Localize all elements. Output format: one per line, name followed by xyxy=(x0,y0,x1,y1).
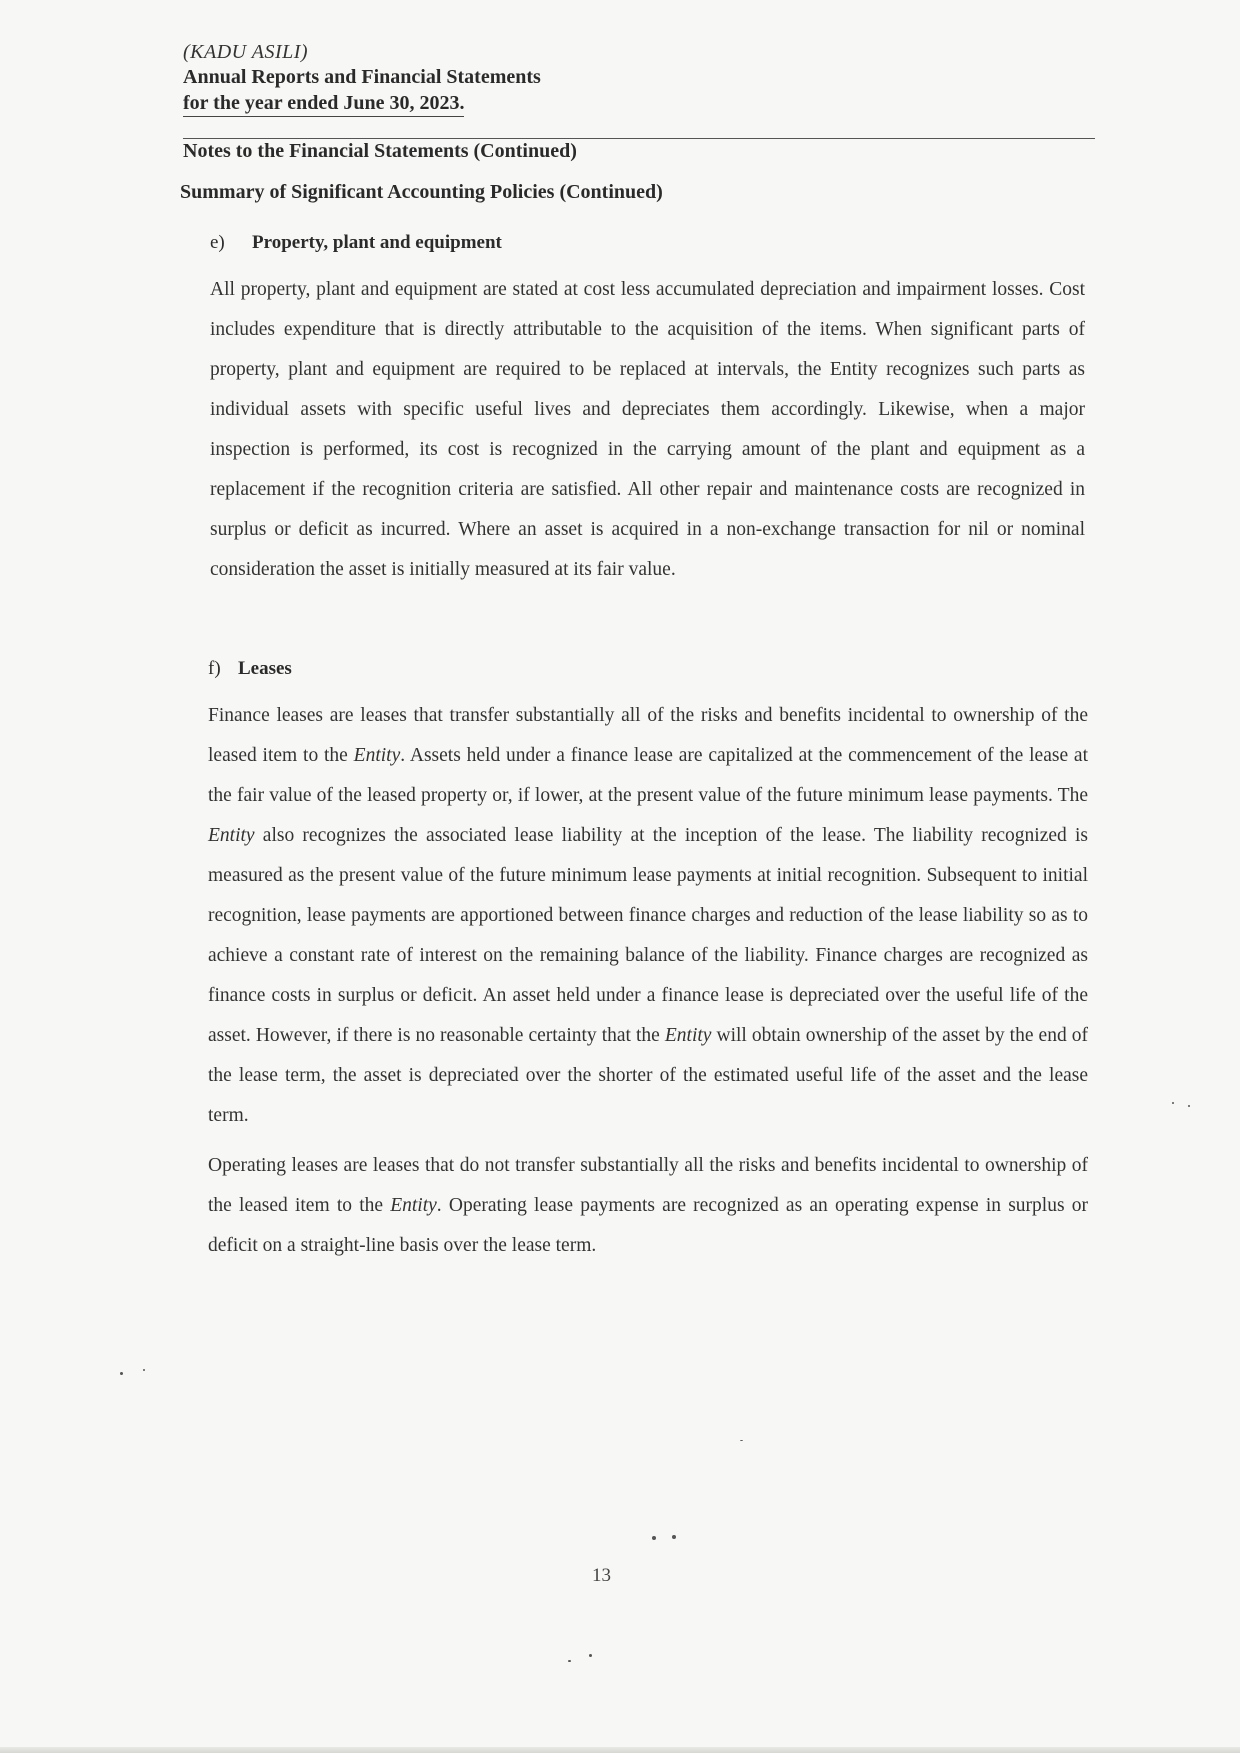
scan-speck xyxy=(120,1372,123,1375)
section-property-plant-equipment xyxy=(210,230,1085,590)
policies-title: Summary of Significant Accounting Policies (Continued) xyxy=(180,181,663,203)
finance-lease-paragraph xyxy=(208,696,1088,1136)
report-title: Annual Reports and Financial Statements xyxy=(183,66,541,88)
operating-lease-paragraph xyxy=(208,1146,1088,1266)
section-title: Property, plant and equipment xyxy=(252,232,502,253)
notes-title: Notes to the Financial Statements (Continued) xyxy=(183,140,577,162)
section-heading xyxy=(210,230,1085,256)
report-period: for the year ended June 30, 2023. xyxy=(183,90,464,117)
text-run: will obtain ownership of the asset by the end of the lease term, the asset is depreciated over the shorter of the estimated useful life of the asset and the lease term. xyxy=(208,1025,1088,1126)
entity-term: Entity xyxy=(390,1195,437,1216)
scan-speck xyxy=(672,1535,676,1539)
scan-speck xyxy=(1172,1102,1174,1104)
scan-speck xyxy=(589,1654,592,1657)
section-title: Leases xyxy=(238,658,292,679)
scan-speck xyxy=(652,1536,656,1540)
text-run: Finance leases are leases that transfer substantially all of the risks and benefits incidental to ownership of the leased item to the xyxy=(208,705,1088,766)
scan-speck xyxy=(740,1440,743,1441)
scan-speck xyxy=(1188,1105,1190,1107)
text-run: . Assets held under a finance lease are capitalized at the commencement of the lease at the fair value of the leased property or, if lower, at the present value of the future minimum lease payments. The xyxy=(208,745,1088,806)
scan-speck xyxy=(568,1660,571,1662)
section-leases xyxy=(208,656,1088,1266)
page-number: 13 xyxy=(592,1565,611,1586)
section-letter: e) xyxy=(210,232,225,253)
scan-edge xyxy=(0,1747,1240,1753)
scan-speck xyxy=(143,1369,145,1371)
text-run: Operating leases are leases that do not transfer substantially all the risks and benefits incidental to ownership of the leased item to the xyxy=(208,1155,1088,1216)
section-letter: f) xyxy=(208,658,221,679)
text-run: also recognizes the associated lease liability at the inception of the lease. The liability recognized is measured as the present value of the future minimum lease payments at initial recognition. Subsequent to initial recognition, lease payments are apportioned between finance charges and reduction of the lease liability so as to achieve a constant rate of interest on the remaining balance of the liability. Finance charges are recognized as finance costs in surplus or deficit. An asset held under a finance lease is depreciated over the useful life of the asset. However, if there is no reasonable certainty that the xyxy=(208,825,1088,1046)
entity-term: Entity xyxy=(664,1025,712,1046)
section-heading xyxy=(208,656,1088,682)
organization-name: (KADU ASILI) xyxy=(183,41,309,63)
text-run: . Operating lease payments are recognized as an operating expense in surplus or deficit on a straight-line basis over the lease term. xyxy=(208,1195,1088,1256)
report-header xyxy=(183,40,1095,117)
entity-term: Entity xyxy=(353,745,401,766)
property-paragraph: All property, plant and equipment are stated at cost less accumulated depreciation and impairment losses. Cost includes expenditure that is directly attributable to the acquisition of the items. When significant parts of property, plant and equipment are required to be replaced at intervals, the Entity recognizes such parts as individual assets with specific useful lives and depreciates them accordingly. Likewise, when a major inspection is performed, its cost is recognized in the carrying amount of the plant and equipment as a replacement if the recognition criteria are satisfied. All other repair and maintenance costs are recognized in surplus or deficit as incurred. Where an asset is acquired in a non-exchange transaction for nil or nominal consideration the asset is initially measured at its fair value. xyxy=(210,279,1085,580)
entity-term: Entity xyxy=(208,825,255,846)
